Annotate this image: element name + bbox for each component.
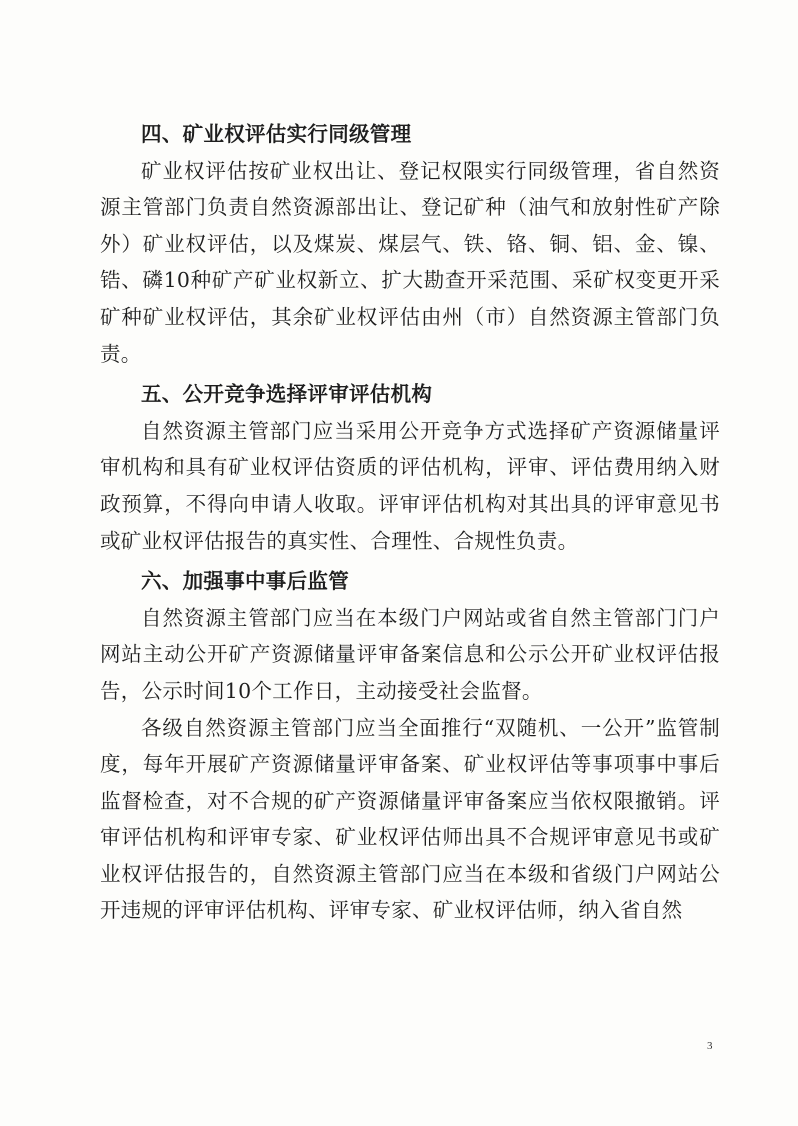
section-paragraph: 自然资源主管部门应当在本级门户网站或省自然主管部门门户网站主动公开矿产资源储量评审备案信息和公示公开矿业权评估报告，公示时间10个工作日，主动接受社会监督。 [100,605,720,703]
section-heading-6: 六、加强事中事后监管 [141,569,349,594]
section-paragraph: 各级自然资源主管部门应当全面推行“双随机、一公开”监管制度，每年开展矿产资源储量评审备案、矿业权评估等事项事中事后监督检查，对不合规的矿产资源储量评审备案应当依权限撤销。评审评估机构和评审专家、矿业权评估师出具不合规评审意见书或矿业权评估报告的，自然资源主管部门应当在本级和省级门户网站公开违规的评审评估机构、评审专家、矿业权评估师，纳入省自然 [100,715,720,923]
section-paragraph: 自然资源主管部门应当采用公开竞争方式选择矿产资源储量评审机构和具有矿业权评估资质的评估机构，评审、评估费用纳入财政预算，不得向申请人收取。评审评估机构对其出具的评审意见书或矿业权评估报告的真实性、合理性、合规性负责。 [100,418,720,553]
section-heading-4: 四、矿业权评估实行同级管理 [141,122,412,146]
section-paragraph: 矿业权评估按矿业权出让、登记权限实行同级管理，省自然资源主管部门负责自然资源部出让、登记矿种（油气和放射性矿产除外）矿业权评估，以及煤炭、煤层气、铁、铬、铜、铝、金、镍、锆、磷10种矿产矿业权新立、扩大勘查开采范围、采矿权变更开采矿种矿业权评估，其余矿业权评估由州（市）自然资源主管部门负责。 [100,158,720,366]
document-body [100,112,720,929]
section-heading-5: 五、公开竞争选择评审评估机构 [141,382,433,407]
page-number: 3 [707,1040,713,1052]
